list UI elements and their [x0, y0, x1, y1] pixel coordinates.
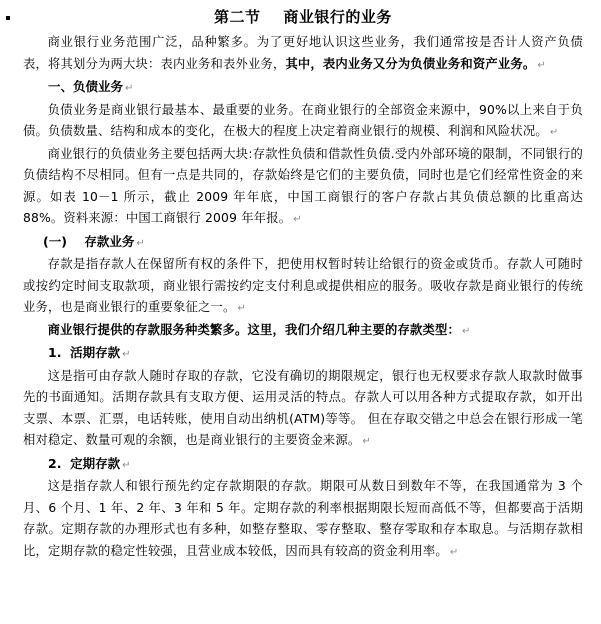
paragraph-deposit-definition: 存款是指存款人在保留所有权的条件下，把使用权暂时转让给银行的资金或货币。存款人可随时或按约定时间支取款项，商业银行需按约定支付利息或提供相应的服务。吸收存款是商业银行的传统业务，也是商业银行的重要象征之一。 ↵: [23, 257, 583, 314]
heading-liability-business: 一、负债业务 ↵: [48, 79, 134, 94]
paragraph-mark: ↵: [237, 303, 247, 314]
paragraph-mark: ↵: [449, 546, 459, 558]
section-title: 第二节 商业银行的业务: [214, 8, 392, 26]
paragraph-mark: ↵: [462, 325, 471, 337]
paragraph-mark: ↵: [122, 459, 131, 471]
paragraph-demand-deposit: 这是指可由存款人随时存取的存款，它没有确切的期限规定，银行也无权要求存款人取款时做事先的书面通知。活期存款具有支取方便、运用灵活的特点。存款人可以用各种方式提取存款，如开出支票、本票、汇票，电话转账，使用自动出纳机(ATM)等等。 但在存取交错之中总会在银行形成一笔相对稳定、数量可观的余额，也是商业银行的主要资金来源。 ↵: [23, 368, 583, 447]
list-bullet: [6, 16, 10, 20]
paragraph-mark: ↵: [136, 237, 145, 249]
paragraph-mark: ↵: [125, 83, 134, 94]
paragraph-mark: ↵: [549, 127, 559, 138]
paragraph-mark: ↵: [122, 349, 131, 360]
paragraph-mark: ↵: [293, 214, 302, 225]
intro-bold-text: 其中，表内业务又分为负债业务和资产业务。: [285, 56, 536, 71]
paragraph-intro: [23, 32, 583, 76]
paragraph-mark: ↵: [537, 59, 546, 71]
paragraph-deposit-types: 商业银行提供的存款服务种类繁多。这里，我们介绍几种主要的存款类型： ↵: [47, 322, 471, 337]
paragraph-liability-structure: 商业银行的负债业务主要包括两大块:存款性负债和借款性负债.受内外部环境的限制，不同银行的负债结构不尽相同。但有一点是共同的，存款始终是它们的主要负债，同时也是它们经常性资金的来源。如表 10－1 所示，截止 2009 年年底，中国工商银行的客户存款占其负债总额的比重高达 88%。资料来源：中国工商银行 2009 年年报。 ↵: [23, 146, 583, 225]
heading-demand-deposit: 1. 活期存款 ↵: [48, 345, 131, 360]
heading-deposit-business: (一) 存款业务 ↵: [43, 233, 145, 249]
paragraph-liability-definition: 负债业务是商业银行最基本、最重要的业务。在商业银行的全部资金来源中，90%以上来自于负债。负债数量、结构和成本的变化，在极大的程度上决定着商业银行的规模、利润和风险状况。 ↵: [23, 102, 583, 138]
intro-text: 商业银行业务范围广泛，品种繁多。为了更好地认识这些业务，我们通常按是否计人资产负债表，将其划分为两大块：表内业务和表外业务，: [23, 35, 583, 71]
paragraph-mark: ↵: [362, 436, 372, 447]
heading-time-deposit: 2. 定期存款 ↵: [48, 455, 131, 471]
paragraph-time-deposit: 这是指存款人和银行预先约定存款期限的存款。期限可从数日到数年不等，在我国通常为 3 个月、6 个月、1 年、2 年、3 年和 5 年。定期存款的利率根据期限长短而高低不等，但都要高于活期存款。定期存款的办理形式也有多种，如整存整取、零存整取、整存零取和存本取息。与活期存款相比，定期存款的稳定性较强，且营业成本较低，因而具有较高的资金利用率。 ↵: [23, 479, 583, 558]
